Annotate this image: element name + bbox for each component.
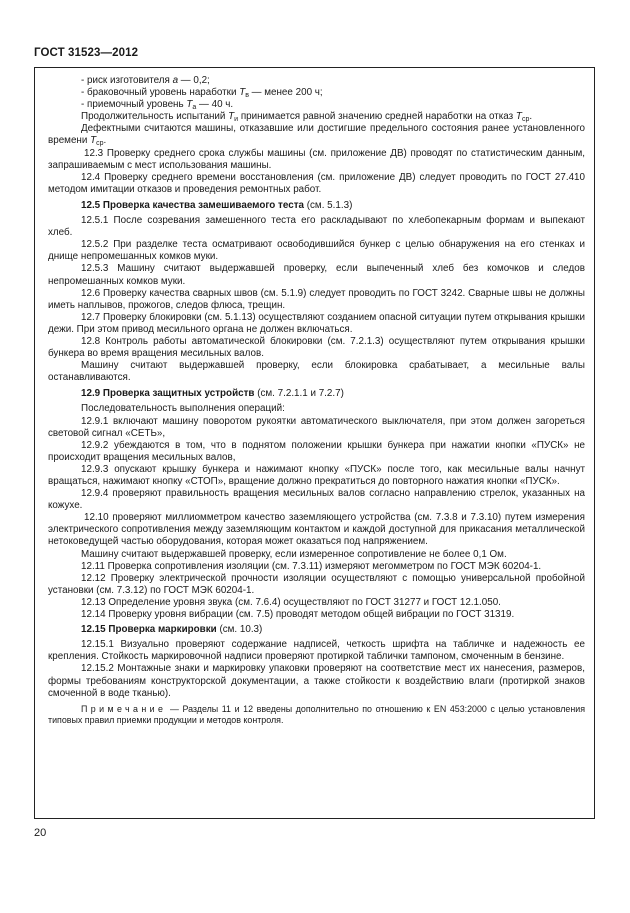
- paragraph: 12.13 Определение уровня звука (см. 7.6.4) осуществляют по ГОСТ 31277 и ГОСТ 12.1.050.: [81, 596, 501, 608]
- paragraph: 12.5.3 Машину считают выдержавшей проверку, если выпеченный хлеб без комочков и следов непромешанных комков муки.: [48, 263, 585, 287]
- paragraph: Машину считают выдержавшей проверку, если измеренное сопротивление не более 0,1 Ом.: [81, 548, 507, 560]
- paragraph: 12.8 Контроль работы автоматической блокировки (см. 7.2.1.3) осуществляют путем открывания крышки бункера во время вращения месильных валов.: [48, 335, 585, 360]
- paragraph: - браковочный уровень наработки $T_в$ — менее 200 ч;: [81, 87, 323, 100]
- content-frame: [34, 67, 595, 819]
- paragraph: Продолжительность испытаний $T_и$ принимается равной значению средней наработки на отказ $T_{ср}$.: [81, 111, 533, 124]
- section-heading: 12.15 Проверка маркировки (см. 10.3): [81, 624, 263, 636]
- paragraph: 12.9.4 проверяют правильность вращения месильных валов согласно направлению стрелок, указанных на кожухе.: [48, 488, 585, 512]
- section-heading: 12.5 Проверка качества замешиваемого теста (см. 5.1.3): [81, 199, 353, 211]
- paragraph: - риск изготовителя a — 0,2;: [81, 75, 210, 86]
- paragraph: Последовательность выполнения операций:: [81, 403, 285, 415]
- paragraph: 12.9.3 опускают крышку бункера и нажимают кнопку «ПУСК» после того, как месильные валы начнут вращаться, нажимают кнопку «СТОП», вращение должно прекратиться до повторного нажатия кнопки «ПУСК».: [48, 463, 585, 487]
- paragraph: 12.3 Проверку среднего срока службы машины (см. приложение ДВ) проводят по статистическим данным, запрашиваемым с мест использования машины.: [48, 147, 585, 171]
- paragraph: 12.15.2 Монтажные знаки и маркировку упаковки проверяют на соответствие мест их нанесения, размеров, формы требованиям конструкторской документации, а также стойкости к воздействию влаги (протиркой знаков смоченной в воде тканью).: [48, 663, 585, 699]
- paragraph: 12.9.1 включают машину поворотом рукоятки автоматического выключателя, при этом должен загореться световой сигнал «СЕТЬ»,: [48, 415, 585, 439]
- paragraph: 12.5.2 При разделке теста осматривают освободившийся бункер с целью обнаружения на его стенках и днище непромешанных комков муки.: [48, 239, 585, 263]
- note-label: Примечание: [81, 703, 167, 714]
- paragraph: 12.5.1 После созревания замешенного теста его раскладывают по хлебопекарным формам и выпекают хлеб.: [48, 215, 585, 239]
- paragraph: - приемочный уровень $T_а$ — 40 ч.: [81, 99, 234, 112]
- paragraph: 12.9.2 убеждаются в том, что в поднятом положении крышки бункера при нажатии кнопки «ПУСК» не происходит вращения месильных валов,: [48, 439, 585, 463]
- note: Примечание — Разделы 11 и 12 введены дополнительно по отношению к EN 453:2000 с целью установления типовых правил приемки продукции и методов контроля.: [48, 703, 585, 726]
- paragraph: 12.4 Проверку среднего времени восстановления (см. приложение ДВ) следует проводить по ГОСТ 27.410 методом имитации отказов и проведения ремонтных работ.: [48, 171, 585, 195]
- paragraph: 12.12 Проверку электрической прочности изоляции осуществляют с помощью универсальной пробойной установки (см. 7.3.12) по ГОСТ МЭК 60204-1.: [48, 572, 585, 596]
- paragraph: 12.7 Проверку блокировки (см. 5.1.13) осуществляют созданием опасной ситуации путем открывания крышки дежи. При этом привод месильного органа не должен включаться.: [48, 311, 585, 335]
- paragraph: 12.14 Проверку уровня вибрации (см. 7.5) проводят методом общей вибрации по ГОСТ 31319.: [81, 609, 515, 621]
- document-header: ГОСТ 31523—2012: [34, 47, 139, 59]
- paragraph: 12.10 проверяют миллиомметром качество заземляющего устройства (см. 7.3.8 и 7.3.10) путем измерения электрического сопротивления между заземляющим контактом и каждой доступной для прикасания металлической нетоковедущей частью оборудования, которая может оказаться под напряжением.: [48, 512, 585, 548]
- paragraph: 12.6 Проверку качества сварных швов (см. 5.1.9) следует проводить по ГОСТ 3242. Сварные швы не должны иметь наплывов, прожогов, следов флюса, трещин.: [48, 287, 585, 311]
- paragraph: Машину считают выдержавшей проверку, если блокировка срабатывает, а месильные валы останавливаются.: [48, 360, 585, 384]
- paragraph: 12.15.1 Визуально проверяют содержание надписей, четкость шрифта на табличке и надежность ее крепления. Стойкость маркировочной надписи проверяют протиркой таблички тампоном, смоченным в бензине.: [48, 639, 585, 663]
- page-number: 20: [34, 827, 47, 839]
- section-heading: 12.9 Проверка защитных устройств (см. 7.2.1.1 и 7.2.7): [81, 388, 344, 400]
- paragraph: Дефектными считаются машины, отказавшие или достигшие предельного состояния ранее установленного времени $T_{ср}$.: [48, 123, 585, 148]
- paragraph: 12.11 Проверка сопротивления изоляции (см. 7.3.11) измеряют мегомметром по ГОСТ МЭК 60204-1.: [81, 560, 542, 572]
